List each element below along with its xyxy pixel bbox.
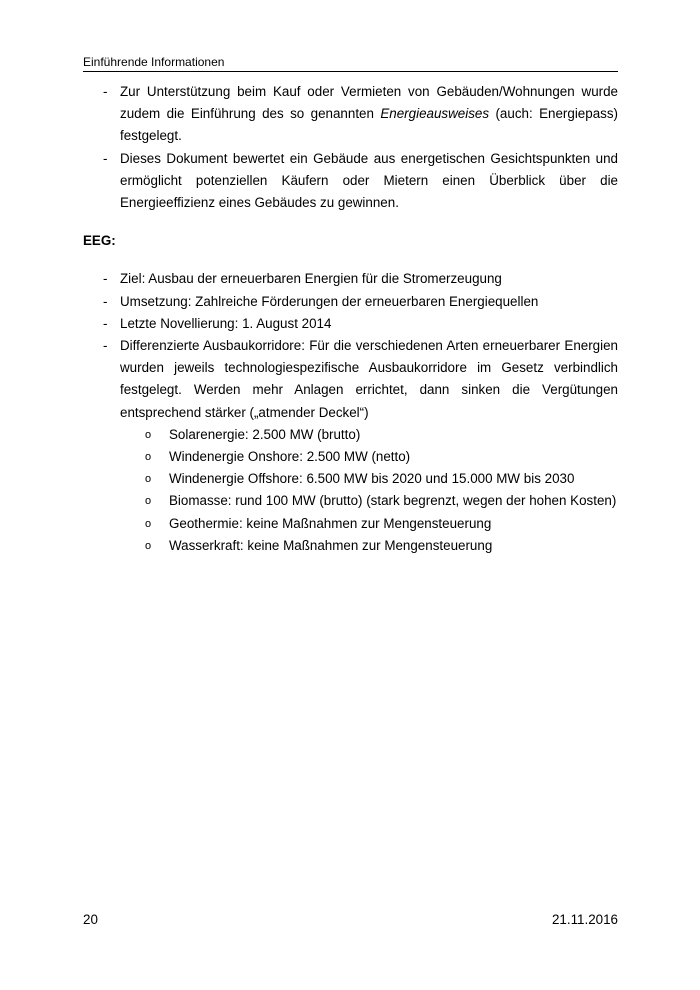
- sub-list-item-text: Biomasse: rund 100 MW (brutto) (stark begrenzt, wegen der hohen Kosten): [169, 493, 617, 509]
- sub-list-item: [83, 513, 618, 535]
- dash-marker: -: [103, 84, 108, 99]
- dash-marker: -: [103, 293, 108, 309]
- sub-list-item: [83, 468, 618, 490]
- dash-marker: -: [103, 338, 108, 354]
- footer-date: 21.11.2016: [551, 912, 618, 927]
- dash-marker: -: [103, 271, 108, 287]
- emphasized-term: Energieausweises: [380, 106, 490, 122]
- expansion-corridor-list: [83, 424, 618, 557]
- list-item: [83, 268, 618, 290]
- circle-bullet-icon: o: [145, 451, 152, 464]
- sub-list-item-text: Geothermie: keine Maßnahmen zur Mengensteuerung: [169, 515, 492, 531]
- circle-bullet-icon: o: [145, 473, 152, 486]
- header-title: Einführende Informationen: [83, 55, 225, 69]
- circle-bullet-icon: o: [145, 495, 152, 508]
- page-content: [83, 81, 618, 557]
- list-item-text: Umsetzung: Zahlreiche Förderungen der erneuerbaren Energiequellen: [120, 293, 539, 309]
- running-header: [83, 55, 618, 72]
- circle-bullet-icon: o: [145, 517, 152, 530]
- sub-list-item: [83, 446, 618, 468]
- sub-list-item: [83, 424, 618, 446]
- list-item: [83, 335, 618, 424]
- circle-bullet-icon: o: [145, 428, 152, 441]
- sub-list-item: [83, 490, 618, 512]
- eeg-list: [83, 268, 618, 423]
- intro-list: [83, 81, 618, 214]
- sub-list-item-text: Windenergie Offshore: 6.500 MW bis 2020 und 15.000 MW bis 2030: [169, 471, 575, 487]
- list-item-text: Letzte Novellierung: 1. August 2014: [120, 315, 332, 331]
- list-item-text: Ziel: Ausbau der erneuerbaren Energien für die Stromerzeugung: [120, 271, 502, 287]
- dash-marker: -: [103, 315, 108, 331]
- list-item-text: Zur Unterstützung beim Kauf oder Vermieten von Gebäuden/Wohnungen wurde zudem die Einführung des so genannten Energieausweises (auch: Energiepass) festgelegt.: [120, 84, 618, 144]
- list-item: [83, 148, 618, 215]
- section-heading-eeg: EEG:: [83, 233, 116, 249]
- sub-list-item-text: Solarenergie: 2.500 MW (brutto): [169, 426, 361, 442]
- sub-list-item-text: Wasserkraft: keine Maßnahmen zur Mengensteuerung: [169, 537, 493, 553]
- list-item-text: Dieses Dokument bewertet ein Gebäude aus energetischen Gesichtspunkten und ermöglicht potenziellen Käufern oder Mietern einen Überblick über die Energieeffizienz eines Gebäudes zu gewinnen.: [120, 150, 618, 211]
- list-item-text: Differenzierte Ausbaukorridore: Für die verschiedenen Arten erneuerbarer Energien wurden jeweils technologiespezifische Ausbaukorridore im Gesetz verbindlich festgelegt. Werden mehr Anlagen errichtet, dann sinken die Vergütungen entsprechend stärker („atmender Deckel“): [120, 338, 618, 420]
- list-item: [83, 313, 618, 335]
- list-item: [83, 81, 618, 148]
- sub-list-item-text: Windenergie Onshore: 2.500 MW (netto): [169, 449, 411, 465]
- dash-marker: -: [103, 150, 108, 166]
- page-number: 20: [83, 912, 98, 927]
- sub-list-item: [83, 535, 618, 557]
- list-item: [83, 291, 618, 313]
- circle-bullet-icon: o: [145, 539, 152, 552]
